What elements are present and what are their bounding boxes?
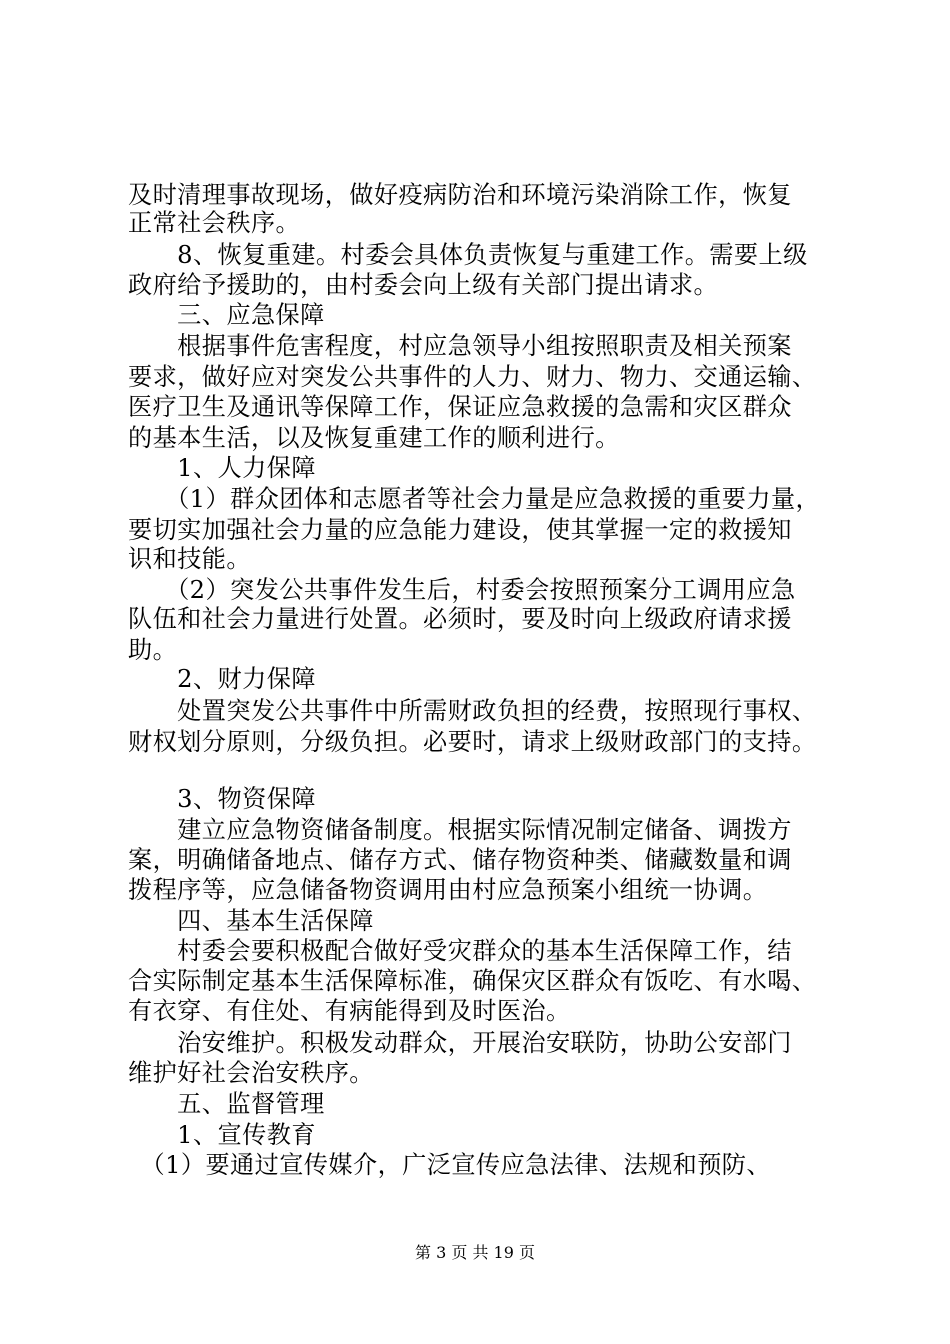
- text-line: 要求，做好应对突发公共事件的人力、财力、物力、交通运输、: [128, 363, 817, 391]
- text-line: 队伍和社会力量进行处置。必须时，要及时向上级政府请求援: [128, 605, 792, 633]
- text-line: 8、恢复重建。村委会具体负责恢复与重建工作。需要上级: [128, 241, 808, 269]
- text-line: 处置突发公共事件中所需财政负担的经费，按照现行事权、: [128, 697, 817, 725]
- subsection-heading: 1、宣传教育: [128, 1121, 316, 1149]
- section-heading: 三、应急保障: [128, 301, 325, 329]
- text-line: 建立应急物资储备制度。根据实际情况制定储备、调拨方: [128, 816, 792, 844]
- text-line: 案，明确储备地点、储存方式、储存物资种类、储藏数量和调: [128, 846, 792, 874]
- section-heading: 四、基本生活保障: [128, 907, 374, 935]
- subsection-heading: 3、物资保障: [128, 785, 316, 813]
- text-line: 治安维护。积极发动群众，开展治安联防，协助公安部门: [128, 1029, 792, 1057]
- page-number-footer: 第 3 页 共 19 页: [415, 1243, 535, 1262]
- text-line: （1）要通过宣传媒介，广泛宣传应急法律、法规和预防、: [128, 1151, 771, 1179]
- text-line: （1）群众团体和志愿者等社会力量是应急救援的重要力量，: [128, 485, 821, 513]
- section-heading: 五、监督管理: [128, 1090, 325, 1118]
- text-line: 及时清理事故现场，做好疫病防治和环境污染消除工作，恢复: [128, 181, 792, 209]
- text-line: （2）突发公共事件发生后，村委会按照预案分工调用应急: [128, 576, 796, 604]
- text-line: 维护好社会治安秩序。: [128, 1059, 374, 1087]
- text-line: 合实际制定基本生活保障标准，确保灾区群众有饭吃、有水喝、: [128, 967, 817, 995]
- text-line: 政府给予援助的，由村委会向上级有关部门提出请求。: [128, 271, 719, 299]
- text-line: 正常社会秩序。: [128, 209, 301, 237]
- text-line: 的基本生活，以及恢复重建工作的顺利进行。: [128, 424, 620, 452]
- text-line: 医疗卫生及通讯等保障工作，保证应急救援的急需和灾区群众: [128, 393, 792, 421]
- text-line: 有衣穿、有住处、有病能得到及时医治。: [128, 997, 571, 1025]
- subsection-heading: 2、财力保障: [128, 665, 316, 693]
- text-line: 识和技能。: [128, 545, 251, 573]
- text-line: 村委会要积极配合做好受灾群众的基本生活保障工作，结: [128, 937, 792, 965]
- text-line: 财权划分原则，分级负担。必要时，请求上级财政部门的支持。: [128, 728, 817, 756]
- text-line: 根据事件危害程度，村应急领导小组按照职责及相关预案: [128, 332, 792, 360]
- subsection-heading: 1、人力保障: [128, 454, 316, 482]
- text-line: 要切实加强社会力量的应急能力建设，使其掌握一定的救援知: [128, 516, 792, 544]
- text-line: 拨程序等，应急储备物资调用由村应急预案小组统一协调。: [128, 876, 768, 904]
- text-line: 助。: [128, 636, 178, 664]
